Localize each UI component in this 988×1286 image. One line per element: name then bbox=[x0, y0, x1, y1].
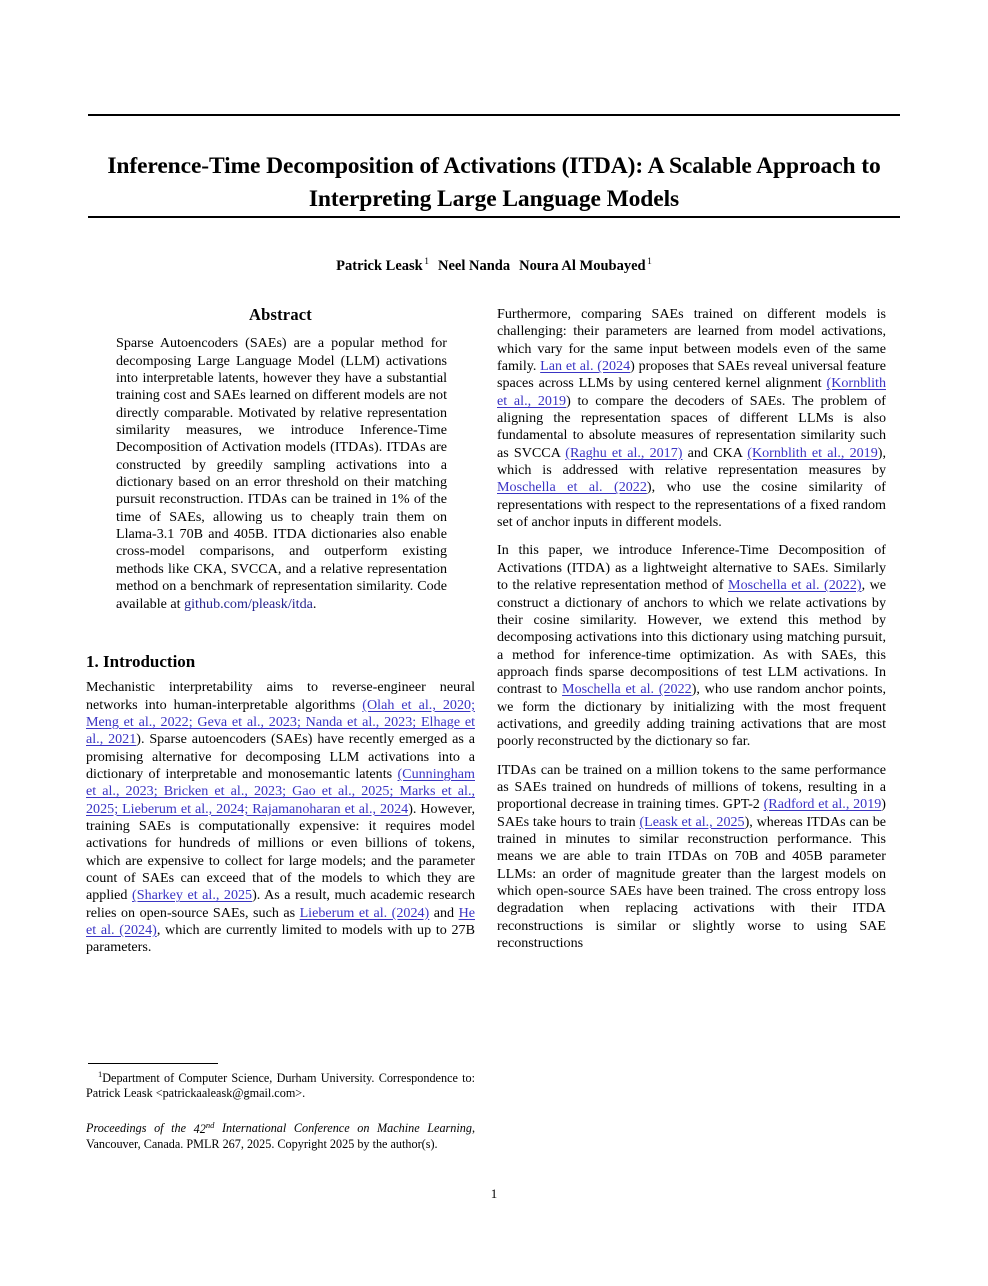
text-segment: , which are currently limited to models with up to 27B parameters. bbox=[86, 922, 475, 956]
author-entry bbox=[438, 258, 510, 274]
text-segment: ) proposes that SAEs reveal universal feature spaces across LLMs by using centered kernel alignment bbox=[497, 358, 886, 392]
abstract-body bbox=[86, 335, 475, 613]
text-segment: Furthermore, comparing SAEs trained on different models is challenging: their parameters are learned from model activations, which vary for the same input between models even of the same family. bbox=[497, 306, 886, 375]
text-segment: , we construct a dictionary of anchors to which we relate activations by their cosine similarity. However, we extend this method by decomposing activations into this dictionary using matching pursuit, a method for inference-time optimization. As with SAEs, this approach finds sparse decompositions of test LLM activations. In contrast to bbox=[497, 577, 886, 698]
intro-paragraph-3 bbox=[497, 542, 886, 750]
footnote-affiliation-text: Department of Computer Science, Durham University. Correspondence to: Patrick Leask <patrickaaleask@gmail.com>. bbox=[86, 1071, 475, 1101]
text-segment: ) to compare the decoders of SAEs. The problem of aligning the representation spaces of different LLMs is also fundamental to absolute measures of representation similarity such as SVCCA bbox=[497, 392, 886, 461]
citation-link[interactable]: Moschella et al. (2022) bbox=[728, 577, 862, 594]
footnote-block bbox=[86, 1067, 475, 1152]
author-entry bbox=[519, 258, 652, 274]
text-segment: ), which is addressed with relative representation measures by bbox=[497, 444, 886, 479]
text-segment: and CKA bbox=[682, 444, 748, 461]
citation-link[interactable]: (Radford et al., 2019 bbox=[763, 796, 882, 813]
footnote-proceedings bbox=[86, 1117, 475, 1151]
title-rule-top bbox=[88, 114, 900, 116]
text-segment: ITDAs can be trained on a million tokens to the same performance as SAEs trained on hundreds of millions of tokens, resulting in a proportional decrease in training times. GPT-2 bbox=[497, 761, 886, 813]
text-segment: ). As a result, much academic research relies on open-source SAEs, such as bbox=[86, 887, 475, 921]
section-spacer bbox=[86, 613, 475, 653]
citation-link[interactable]: (Cunningham et al., 2023; Bricken et al., 2023; Gao et al., 2025; Marks et al., 2025; Lieberum et al., 2024; Rajamanoharan et al., 2024 bbox=[86, 765, 475, 817]
section-heading-introduction: 1. Introduction bbox=[86, 651, 196, 671]
citation-link[interactable]: (Kornblith et al., 2019 bbox=[497, 375, 886, 409]
author-affiliation-marker: 1 bbox=[647, 257, 652, 267]
intro-paragraph-4 bbox=[497, 762, 886, 953]
author-name: Neel Nanda bbox=[437, 257, 511, 274]
text-segment: ) SAEs take hours to train bbox=[497, 796, 886, 830]
author-name: Noura Al Moubayed bbox=[519, 257, 646, 274]
citation-link[interactable]: Moschella et al. (2022 bbox=[562, 681, 692, 698]
text-segment: ), who use the cosine similarity of representations with respect to the representations of a fixed random set of anchor inputs in different models. bbox=[497, 479, 887, 531]
citation-link[interactable]: (Raghu et al., 2017) bbox=[565, 444, 683, 461]
footnote-separator bbox=[88, 1063, 218, 1064]
citation-link[interactable]: (Kornblith et al., 2019 bbox=[747, 444, 878, 461]
text-segment: ), who use random anchor points, we form the dictionary by initializing with the most frequent activations, and greedily adding training activations that are most poorly reconstructed by the dictionary so far. bbox=[497, 681, 887, 750]
proceedings-ordinal-suffix: nd bbox=[205, 1119, 215, 1130]
proceedings-details: , Vancouver, Canada. PMLR 267, 2025. Copyright 2025 by the author(s). bbox=[86, 1121, 476, 1151]
author-affiliation-marker: 1 bbox=[424, 257, 429, 267]
title-rule-bottom bbox=[88, 216, 900, 218]
footnote-marker: 1 bbox=[98, 1069, 103, 1079]
proceedings-ordinal-number: 42 bbox=[193, 1121, 206, 1136]
proceedings-ordinal bbox=[193, 1119, 215, 1136]
text-segment: ). Sparse autoencoders (SAEs) have recently emerged as a promising alternative for decomposing LLM activations into a dictionary of interpretable and monosemantic latents bbox=[86, 731, 475, 782]
text-segment: and bbox=[429, 904, 459, 921]
intro-paragraph-2 bbox=[497, 306, 886, 531]
text-segment: In this paper, we introduce Inference-Time Decomposition of Activations (ITDA) as a lightweight alternative to SAEs. Similarly to the relative representation method of bbox=[497, 542, 886, 594]
page-title: Inference-Time Decomposition of Activations (ITDA): A Scalable Approach to Interpreting Large Language Models bbox=[107, 152, 881, 212]
proceedings-prefix: Proceedings of the bbox=[86, 1121, 194, 1136]
footnote-affiliation bbox=[86, 1067, 475, 1101]
intro-paragraph-1 bbox=[86, 679, 475, 957]
citation-link[interactable]: (Sharkey et al., 2025 bbox=[132, 887, 253, 904]
text-segment: Mechanistic interpretability aims to reverse-engineer neural networks into human-interpretable algorithms bbox=[86, 679, 475, 713]
text-segment: ), whereas ITDAs can be trained in minutes to similar reconstruction performance. This means we are able to train ITDAs on 70B and 405B parameter LLMs: an order of magnitude greater than the largest models on which open-source SAEs have been trained. The cross entropy loss degradation when replacing activations with their ITDA reconstructions is similar or slightly worse to using SAE reconstructions bbox=[497, 813, 886, 952]
code-repository-link[interactable]: github.com/pleask/itda bbox=[184, 595, 313, 612]
proceedings-conference: International Conference on Machine Learning bbox=[214, 1121, 472, 1136]
citation-link[interactable]: Lieberum et al. (2024) bbox=[299, 904, 430, 921]
author-entry bbox=[336, 258, 429, 274]
text-segment: ). However, training SAEs is computationally expensive: it requires model activations for hundreds of millions or even billions of tokens, which are expensive to collect for large models; and the parameter count of SAEs can exceed that of the models to which they are applied bbox=[86, 800, 475, 904]
abstract-text-end: . bbox=[312, 595, 317, 612]
abstract-heading: Abstract bbox=[249, 305, 312, 324]
author-list bbox=[88, 257, 900, 275]
author-name: Patrick Leask bbox=[336, 257, 423, 274]
right-column bbox=[497, 306, 886, 952]
abstract-text: Sparse Autoencoders (SAEs) are a popular method for decomposing Large Language Model (LLM) activations into interpretable latents, however they have a substantial training cost and SAEs learned on different models are not directly comparable. Motivated by relative representation similarity measures, we introduce Inference-Time Decomposition of Activation models (ITDAs). ITDAs are constructed by greedily sampling activations into a dictionary based on an error threshold on their matching pursuit reconstruction. ITDAs can be trained in 1% of the time of SAEs, allowing us to cheaply train them on Llama-3.1 70B and 405B. ITDA dictionaries also enable cross-model comparisons, and outperform existing methods like CKA, SVCCA, and a relative representation method on a benchmark of representation similarity. Code available at bbox=[116, 335, 447, 612]
left-column bbox=[86, 306, 475, 957]
citation-link[interactable]: He et al. (2024) bbox=[86, 904, 475, 938]
page-number: 1 bbox=[490, 1186, 498, 1201]
citation-link[interactable]: Lan et al. (2024 bbox=[540, 358, 631, 375]
citation-link[interactable]: (Leask et al., 2025 bbox=[639, 813, 745, 830]
citation-link[interactable]: Moschella et al. (2022 bbox=[497, 479, 647, 496]
citation-link[interactable]: (Olah et al., 2020; Meng et al., 2022; Geva et al., 2023; Nanda et al., 2023; Elhage et al., 2021 bbox=[86, 696, 475, 748]
